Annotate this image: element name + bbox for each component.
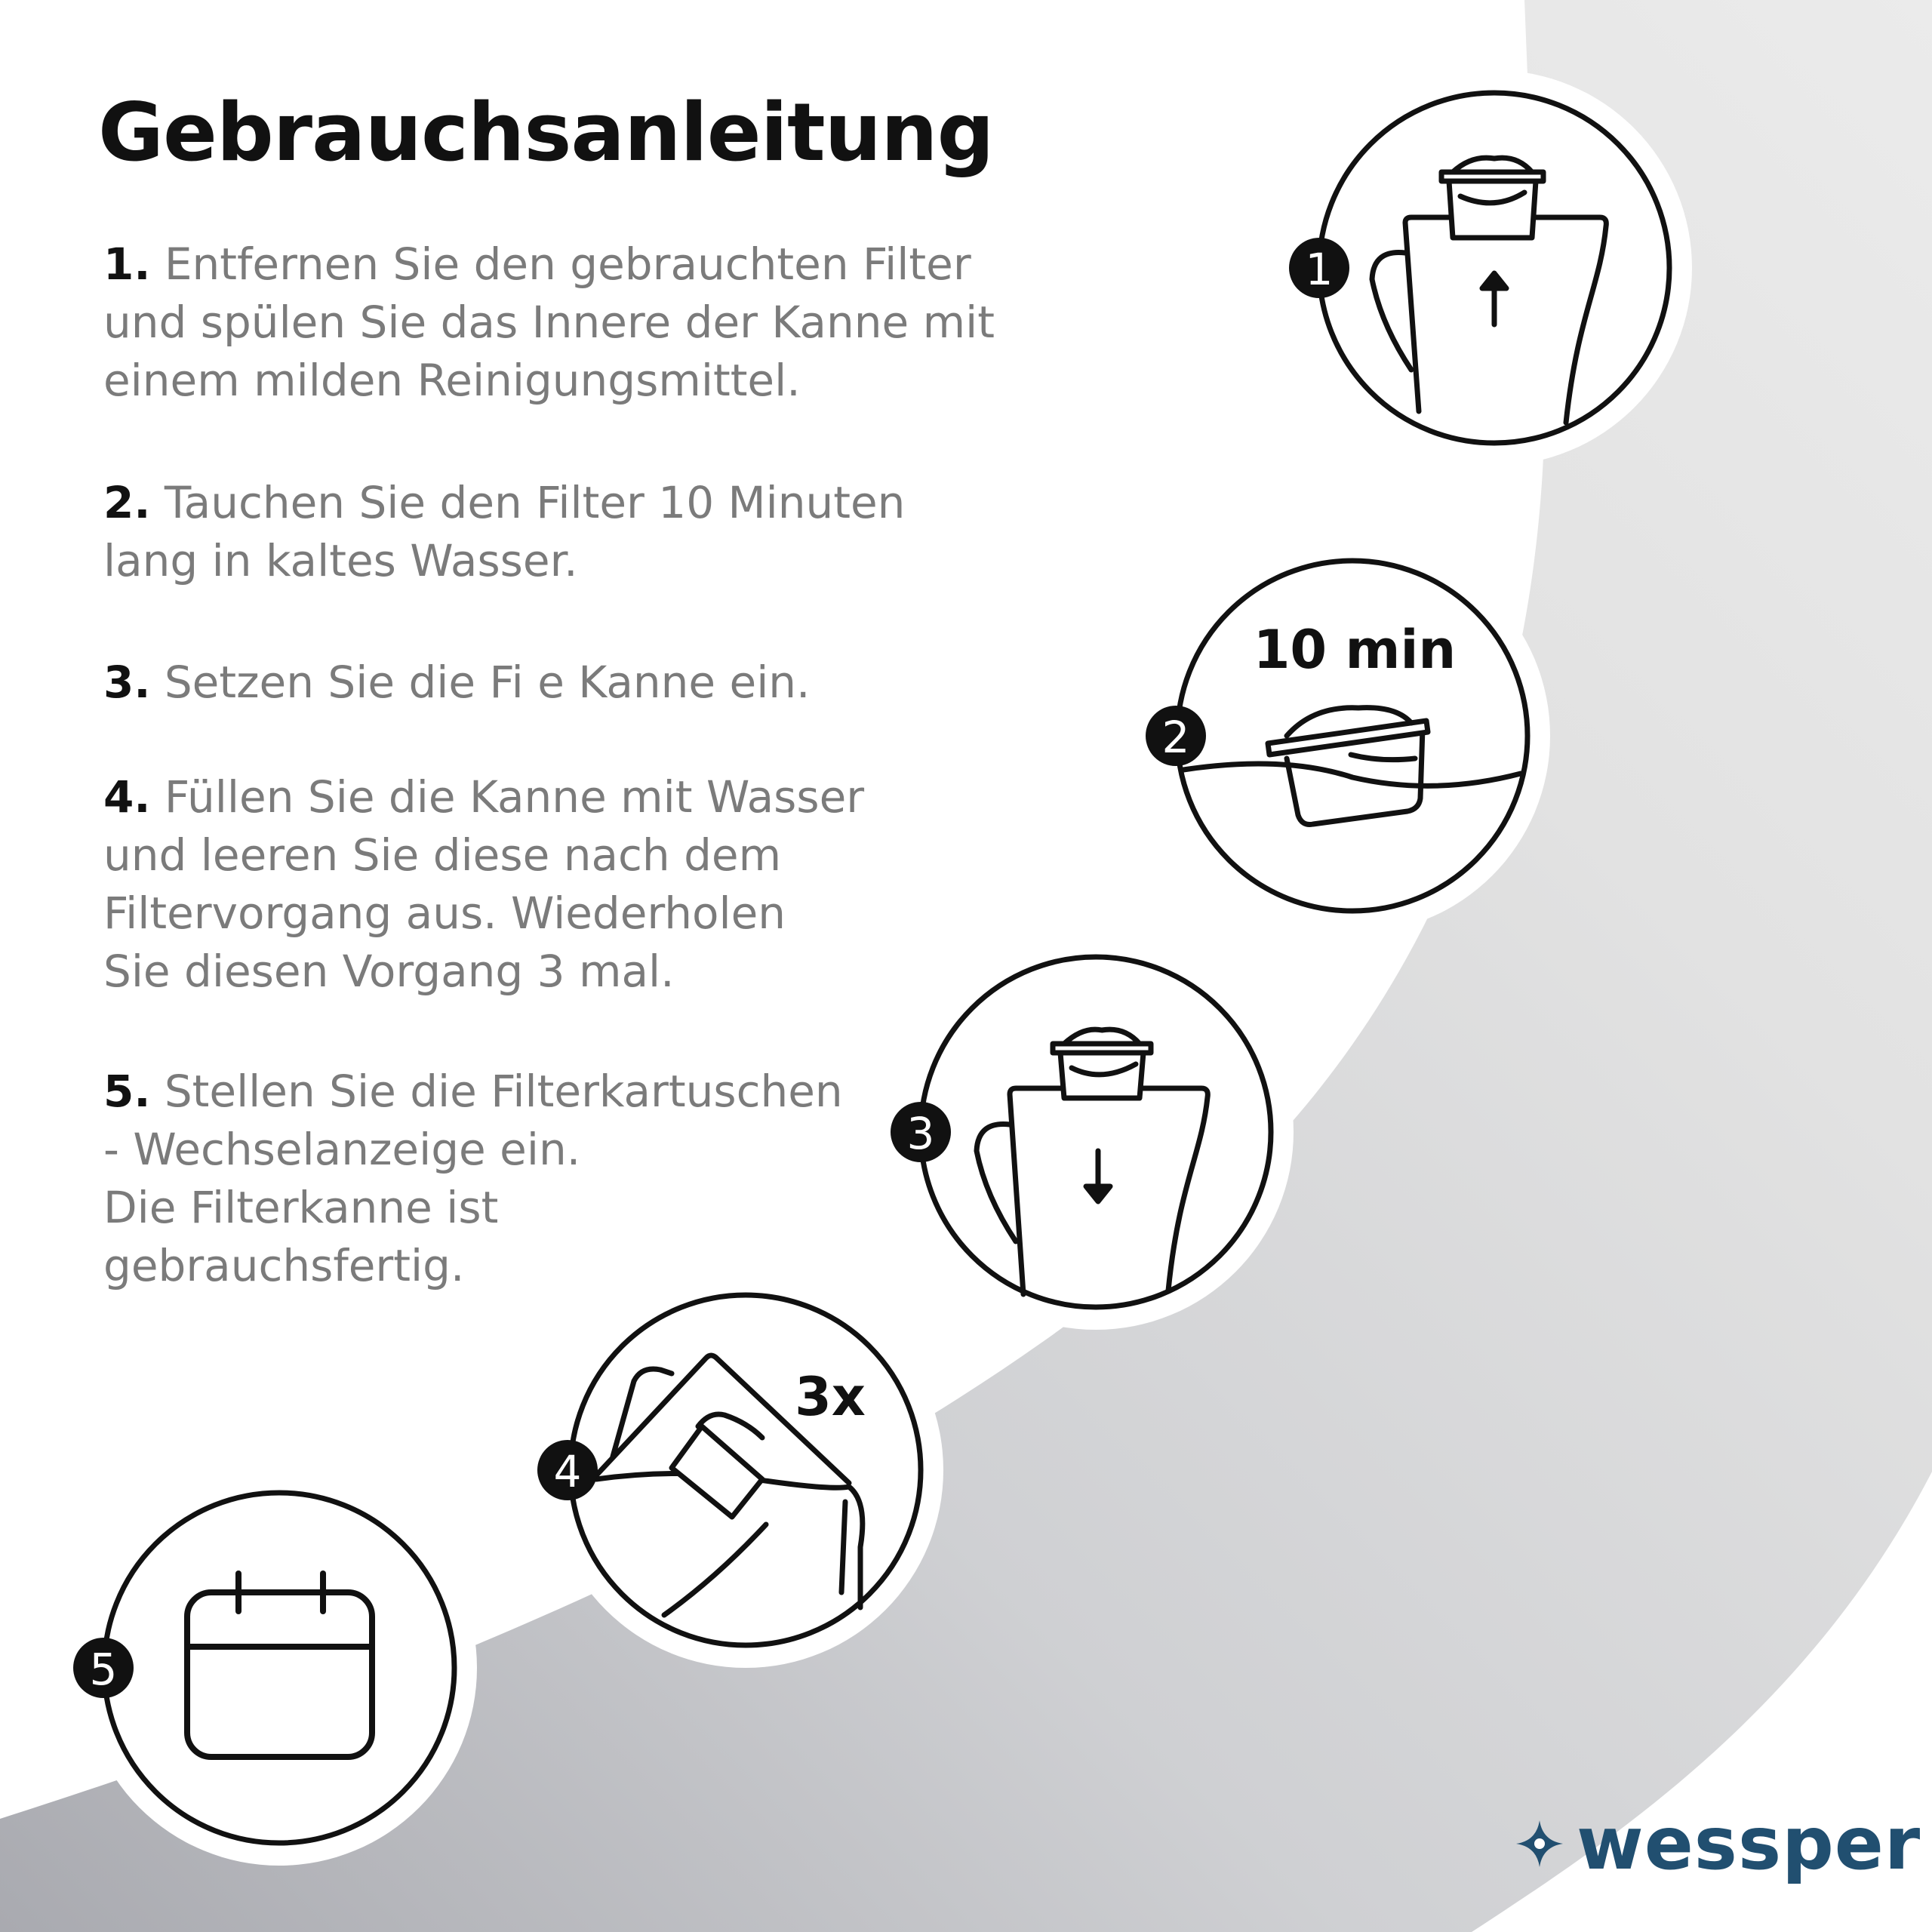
step-number: 2. bbox=[103, 477, 151, 528]
page-title: Gebrauchsanleitung bbox=[98, 86, 994, 179]
step2-badge: 2 bbox=[1161, 712, 1190, 763]
step-line: Filtervorgang aus. Wiederholen bbox=[103, 888, 786, 939]
step1-badge: 1 bbox=[1305, 244, 1334, 295]
step-text: Stellen Sie die Filterkartuschen bbox=[164, 1066, 843, 1117]
step-text: Füllen Sie die Kanne mit Wasser bbox=[164, 771, 865, 823]
step-number: 1. bbox=[103, 238, 151, 290]
step-line bbox=[103, 474, 905, 532]
step-number: 5. bbox=[103, 1066, 151, 1117]
step-line bbox=[103, 768, 864, 826]
step-line: Die Filterkanne ist bbox=[103, 1182, 499, 1233]
step-line bbox=[103, 1063, 843, 1121]
step-text: Tauchen Sie den Filter 10 Minuten bbox=[164, 477, 906, 528]
instruction-step-2 bbox=[103, 474, 905, 590]
step-line: lang in kaltes Wasser. bbox=[103, 535, 578, 586]
step-text: Entfernen Sie den gebrauchten Filter bbox=[164, 238, 971, 290]
soak-time-label: 10 min bbox=[1253, 619, 1457, 681]
step-line: - Wechselanzeige ein. bbox=[103, 1124, 581, 1175]
brand-name: wessper bbox=[1577, 1801, 1921, 1886]
repeat-label: 3x bbox=[795, 1366, 866, 1428]
step-line: gebrauchsfertig. bbox=[103, 1240, 465, 1291]
step-number: 3. bbox=[103, 657, 151, 708]
step2-illustration bbox=[1146, 538, 1550, 934]
step-text: Setzen Sie die Fi e Kanne ein. bbox=[164, 657, 811, 708]
step5-badge: 5 bbox=[89, 1644, 118, 1695]
step5-illustration bbox=[73, 1470, 477, 1866]
step1-illustration bbox=[1289, 70, 1692, 466]
step3-badge: 3 bbox=[906, 1108, 935, 1159]
step-line: einem milden Reinigungsmittel. bbox=[103, 355, 801, 406]
step4-illustration bbox=[537, 1272, 943, 1668]
instruction-step-3 bbox=[103, 654, 811, 712]
step-line: und leeren Sie diese nach dem bbox=[103, 829, 782, 881]
step-line bbox=[103, 235, 995, 294]
step4-badge: 4 bbox=[553, 1446, 582, 1497]
brand-logo bbox=[1513, 1801, 1921, 1886]
sparkle-icon bbox=[1513, 1817, 1566, 1870]
instruction-step-1 bbox=[103, 235, 995, 410]
step-line: Sie diesen Vorgang 3 mal. bbox=[103, 946, 675, 997]
instruction-step-4 bbox=[103, 768, 864, 1001]
step3-illustration bbox=[891, 934, 1294, 1330]
instruction-step-5 bbox=[103, 1063, 843, 1295]
step-line bbox=[103, 654, 811, 712]
step-number: 4. bbox=[103, 771, 151, 823]
step-line: und spülen Sie das Innere der Kanne mit bbox=[103, 297, 995, 348]
